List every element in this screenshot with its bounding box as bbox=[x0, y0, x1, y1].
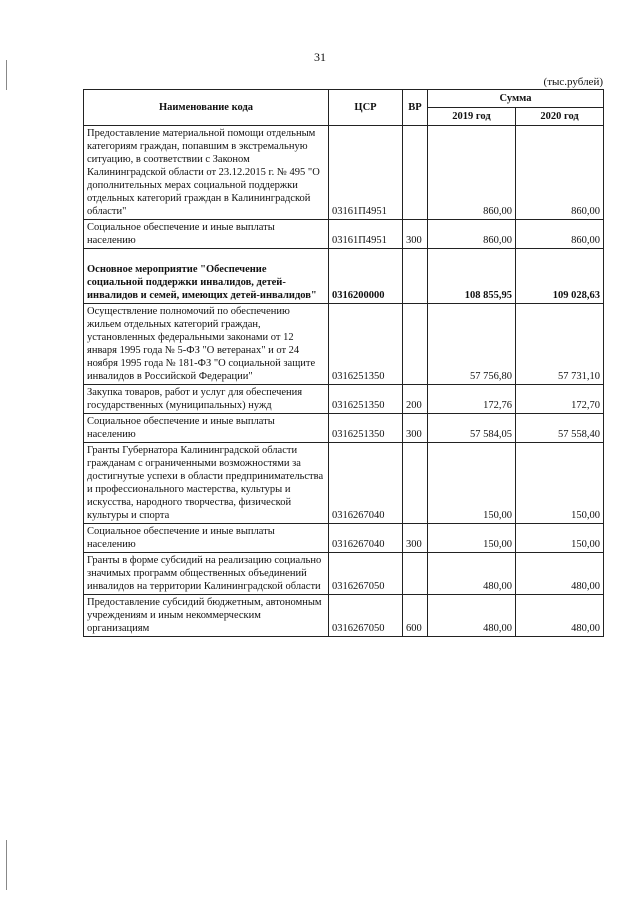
scan-mark bbox=[6, 60, 7, 90]
row-2020-cell: 860,00 bbox=[516, 126, 604, 220]
row-vr-cell bbox=[403, 126, 428, 220]
header-name: Наименование кода bbox=[84, 90, 329, 126]
row-name-cell: Основное мероприятие "Обеспечение социальной поддержки инвалидов, детей-инвалидов и семей, имеющих детей-инвалидов" bbox=[84, 249, 329, 304]
row-2019-cell: 108 855,95 bbox=[428, 249, 516, 304]
row-2019-cell: 860,00 bbox=[428, 126, 516, 220]
row-2020-cell: 480,00 bbox=[516, 595, 604, 637]
row-name-cell: Гранты Губернатора Калининградской области гражданам с ограниченными возможностями за достигнутые успехи в области предпринимательства и профессионального мастерства, культуры и искусства, народного творчества, физической культуры и спорта bbox=[84, 443, 329, 524]
row-csr-cell: 0316200000 bbox=[329, 249, 403, 304]
row-vr-cell: 300 bbox=[403, 414, 428, 443]
row-2020-cell: 860,00 bbox=[516, 220, 604, 249]
row-2020-cell: 172,70 bbox=[516, 385, 604, 414]
row-csr-cell: 0316267050 bbox=[329, 595, 403, 637]
table-row bbox=[84, 414, 604, 443]
row-2020-cell: 57 558,40 bbox=[516, 414, 604, 443]
header-csr: ЦСР bbox=[329, 90, 403, 126]
row-vr-cell bbox=[403, 249, 428, 304]
row-vr-cell: 300 bbox=[403, 524, 428, 553]
row-csr-cell: 0316251350 bbox=[329, 385, 403, 414]
row-vr-cell: 300 bbox=[403, 220, 428, 249]
table-row bbox=[84, 385, 604, 414]
scan-mark bbox=[6, 840, 7, 890]
page-number: 31 bbox=[314, 50, 326, 64]
table-body bbox=[84, 126, 604, 637]
row-2019-cell: 480,00 bbox=[428, 595, 516, 637]
row-csr-cell: 0316251350 bbox=[329, 414, 403, 443]
row-2019-cell: 860,00 bbox=[428, 220, 516, 249]
row-name-cell: Закупка товаров, работ и услуг для обеспечения государственных (муниципальных) нужд bbox=[84, 385, 329, 414]
row-vr-cell bbox=[403, 304, 428, 385]
table-row bbox=[84, 304, 604, 385]
table-row bbox=[84, 553, 604, 595]
row-vr-cell: 200 bbox=[403, 385, 428, 414]
header-year-2020: 2020 год bbox=[516, 108, 604, 126]
row-name-cell: Предоставление материальной помощи отдельным категориям граждан, попавшим в экстремальную ситуацию, в соответствии с Законом Калининградской области от 23.12.2015 г. № 495 "О дополнительных мерах социальной поддержки отдельных категорий граждан в Калининградской области" bbox=[84, 126, 329, 220]
row-2019-cell: 172,76 bbox=[428, 385, 516, 414]
row-2020-cell: 150,00 bbox=[516, 524, 604, 553]
row-csr-cell: 0316267040 bbox=[329, 524, 403, 553]
row-csr-cell: 03161П4951 bbox=[329, 220, 403, 249]
row-vr-cell bbox=[403, 553, 428, 595]
table-row bbox=[84, 220, 604, 249]
row-csr-cell: 0316251350 bbox=[329, 304, 403, 385]
row-csr-cell: 0316267050 bbox=[329, 553, 403, 595]
row-name-cell: Осуществление полномочий по обеспечению жильем отдельных категорий граждан, установленных федеральными законами от 12 января 1995 года № 5-ФЗ "О ветеранах" и от 24 ноября 1995 года № 181-ФЗ "О социальной защите инвалидов в Российской Федерации" bbox=[84, 304, 329, 385]
table-row bbox=[84, 126, 604, 220]
table-row bbox=[84, 524, 604, 553]
row-2020-cell: 109 028,63 bbox=[516, 249, 604, 304]
budget-table bbox=[83, 89, 604, 637]
row-2019-cell: 57 756,80 bbox=[428, 304, 516, 385]
row-name-cell: Гранты в форме субсидий на реализацию социально значимых программ общественных объединений инвалидов на территории Калининградской области bbox=[84, 553, 329, 595]
row-csr-cell: 0316267040 bbox=[329, 443, 403, 524]
row-vr-cell: 600 bbox=[403, 595, 428, 637]
row-2019-cell: 57 584,05 bbox=[428, 414, 516, 443]
row-csr-cell: 03161П4951 bbox=[329, 126, 403, 220]
row-name-cell: Социальное обеспечение и иные выплаты населению bbox=[84, 414, 329, 443]
header-year-2019: 2019 год bbox=[428, 108, 516, 126]
row-2019-cell: 150,00 bbox=[428, 524, 516, 553]
units-label: (тыс.рублей) bbox=[543, 76, 603, 88]
row-2019-cell: 150,00 bbox=[428, 443, 516, 524]
row-name-cell: Предоставление субсидий бюджетным, автономным учреждениям и иным некоммерческим организациям bbox=[84, 595, 329, 637]
table-row bbox=[84, 595, 604, 637]
row-2020-cell: 480,00 bbox=[516, 553, 604, 595]
row-name-cell: Социальное обеспечение и иные выплаты населению bbox=[84, 220, 329, 249]
header-sum: Сумма bbox=[428, 90, 604, 108]
row-2020-cell: 57 731,10 bbox=[516, 304, 604, 385]
table-row bbox=[84, 443, 604, 524]
row-2019-cell: 480,00 bbox=[428, 553, 516, 595]
row-2020-cell: 150,00 bbox=[516, 443, 604, 524]
row-name-cell: Социальное обеспечение и иные выплаты населению bbox=[84, 524, 329, 553]
row-vr-cell bbox=[403, 443, 428, 524]
table-row bbox=[84, 249, 604, 304]
header-vr: ВР bbox=[403, 90, 428, 126]
